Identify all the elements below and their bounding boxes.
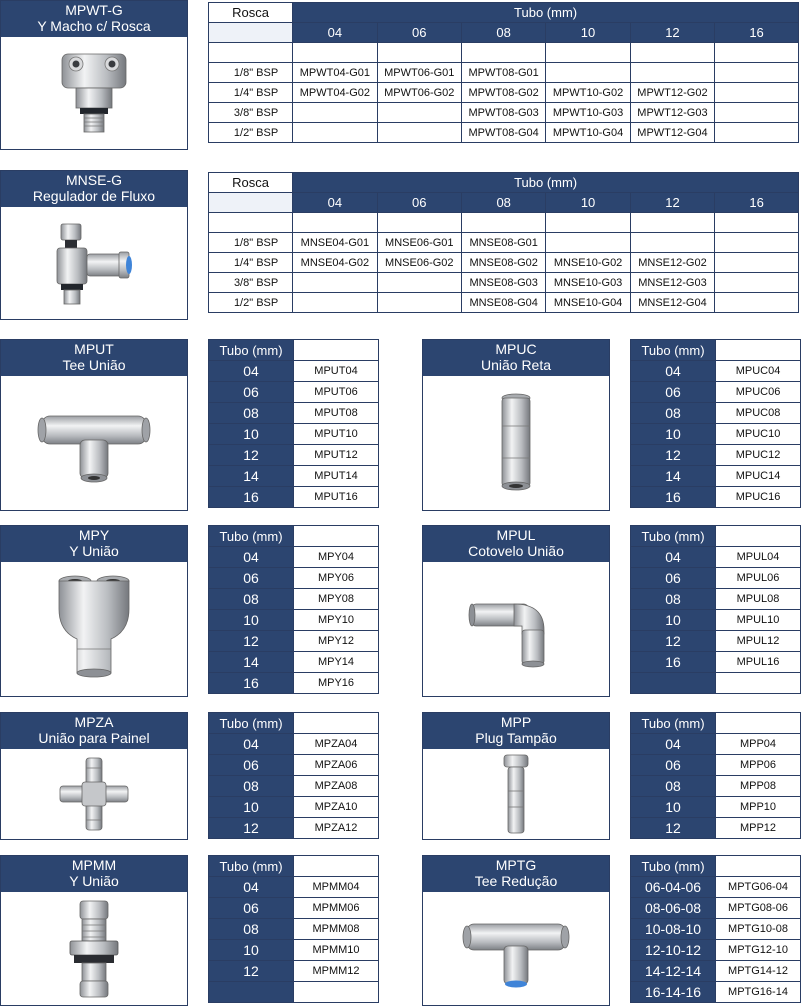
part-code [630,233,714,253]
part-code: MPTG08-06 [716,898,801,919]
tubo-header: Tubo (mm) [209,856,294,877]
part-code: MPUL06 [716,568,801,589]
part-code [715,293,799,313]
product-name: Y União [69,873,119,889]
part-code: MNSE08-G02 [461,253,545,273]
tubo-header: Tubo (mm) [209,526,294,547]
product-name: Tee Redução [474,873,558,889]
diameter-header: 04 [293,193,377,213]
product-header [1,1,187,37]
part-code: MPY08 [294,589,379,610]
part-code [293,293,377,313]
thread-label: 1/2" BSP [209,123,293,143]
product-name: União para Painel [38,730,150,746]
part-code: MPUC16 [716,487,801,508]
part-code [377,103,461,123]
part-code [377,123,461,143]
diameter-header: 10 [546,23,630,43]
panel-cross-fitting-icon [54,754,134,834]
blank-cell [209,193,293,213]
diameter: 10 [631,797,716,818]
part-code [546,233,630,253]
mpy-table [208,525,379,694]
product-code: MPUT [74,341,114,357]
product-card-mpy [0,525,188,697]
part-code: MPUT14 [294,466,379,487]
part-code [546,63,630,83]
part-code: MPY16 [294,673,379,694]
diameter: 04 [631,547,716,568]
rosca-header: Rosca [209,3,293,23]
part-code: MPWT08-G02 [461,83,545,103]
product-header [423,713,609,749]
part-code [630,63,714,83]
diameter: 04 [209,877,294,898]
part-code [293,103,377,123]
flow-regulator-fitting-icon [49,218,139,308]
tubo-header: Tubo (mm) [631,856,716,877]
diameter: 04 [209,547,294,568]
product-card-mptg [422,855,610,1006]
part-code: MPUC10 [716,424,801,445]
part-code: MNSE08-G04 [461,293,545,313]
part-code: MPUT12 [294,445,379,466]
part-code: MPTG16-14 [716,982,801,1003]
diameter: 14 [209,466,294,487]
part-code: MPY10 [294,610,379,631]
product-name: União Reta [480,357,552,373]
diameter: 10 [209,940,294,961]
part-code: MPZA08 [294,776,379,797]
part-code: MPWT08-G03 [461,103,545,123]
part-code: MPUL08 [716,589,801,610]
part-code: MPUT16 [294,487,379,508]
diameter: 08-06-08 [631,898,716,919]
diameter: 06 [631,382,716,403]
diameter: 08 [209,403,294,424]
mpul-table [630,525,801,694]
part-code: MPZA06 [294,755,379,776]
product-card-mnse [0,170,188,320]
product-code: MPY [78,527,110,543]
product-header [1,340,187,376]
bulkhead-union-fitting-icon [64,897,124,1001]
mptg-table [630,855,801,1003]
diameter-header: 12 [630,193,714,213]
diameter-header: 10 [546,193,630,213]
tubo-header: Tubo (mm) [293,173,799,193]
product-code: MPMM [71,857,117,873]
part-code: MPZA10 [294,797,379,818]
product-name: Y União [69,543,119,559]
mput-table [208,339,379,508]
diameter-header: 04 [293,23,377,43]
diameter: 16 [631,652,716,673]
part-code: MNSE10-G03 [546,273,630,293]
thread-label: 1/8" BSP [209,63,293,83]
y-male-thread-fitting-icon [54,48,134,138]
tubo-header: Tubo (mm) [293,3,799,23]
thread-label: 1/4" BSP [209,83,293,103]
diameter: 12 [631,818,716,839]
product-name: Tee União [62,357,126,373]
product-code: MPWT-G [65,2,123,18]
product-name: Regulador de Fluxo [32,188,156,204]
part-code: MPTG12-10 [716,940,801,961]
diameter: 04 [209,734,294,755]
part-code: MNSE06-G02 [377,253,461,273]
part-code [715,253,799,273]
diameter: 08 [209,919,294,940]
part-code: MPWT06-G02 [377,83,461,103]
product-name: Y Macho c/ Rosca [37,18,151,34]
part-code: MNSE12-G02 [630,253,714,273]
part-code [715,123,799,143]
diameter: 04 [631,734,716,755]
diameter-header: 12 [630,23,714,43]
part-code: MPZA12 [294,818,379,839]
part-code: MPTG06-04 [716,877,801,898]
mpuc-table [630,339,801,508]
part-code: MPWT04-G02 [293,83,377,103]
part-code: MPUC12 [716,445,801,466]
part-code: MPWT06-G01 [377,63,461,83]
part-code [715,103,799,123]
mpza-table [208,712,379,839]
diameter: 12 [209,631,294,652]
diameter: 06-04-06 [631,877,716,898]
part-code: MNSE06-G01 [377,233,461,253]
product-header [423,526,609,562]
tubo-header: Tubo (mm) [631,713,716,734]
part-code: MPWT12-G03 [630,103,714,123]
part-code: MNSE10-G02 [546,253,630,273]
part-code: MPP08 [716,776,801,797]
diameter: 06 [631,755,716,776]
diameter: 10 [209,424,294,445]
diameter: 10 [209,610,294,631]
diameter: 12 [631,631,716,652]
part-code: MPP06 [716,755,801,776]
diameter: 08 [209,589,294,610]
blank-cell [209,23,293,43]
diameter: 14-12-14 [631,961,716,982]
diameter: 10-08-10 [631,919,716,940]
diameter: 12 [209,818,294,839]
part-code: MPMM08 [294,919,379,940]
diameter: 12-10-12 [631,940,716,961]
part-code: MNSE08-G03 [461,273,545,293]
part-code: MPUC04 [716,361,801,382]
part-code: MPMM12 [294,961,379,982]
part-code: MPWT12-G04 [630,123,714,143]
part-code [293,123,377,143]
part-code: MPP12 [716,818,801,839]
diameter: 06 [631,568,716,589]
part-code [715,63,799,83]
thread-label: 1/8" BSP [209,233,293,253]
product-card-mpuc [422,339,610,511]
part-code: MPUC08 [716,403,801,424]
part-code: MPUL12 [716,631,801,652]
diameter: 06 [209,898,294,919]
part-code: MPY14 [294,652,379,673]
diameter: 12 [209,961,294,982]
product-code: MPTG [495,857,537,873]
diameter: 08 [209,776,294,797]
product-name: Cotovelo União [468,543,564,559]
part-code: MPMM04 [294,877,379,898]
part-code [715,273,799,293]
mpp-table [630,712,801,839]
part-code: MPWT10-G04 [546,123,630,143]
part-code: MPUT08 [294,403,379,424]
part-code [715,83,799,103]
diameter: 10 [631,424,716,445]
part-code: MPY06 [294,568,379,589]
mnse-table [208,172,799,313]
diameter: 10 [209,797,294,818]
part-code: MNSE04-G02 [293,253,377,273]
thread-label: 3/8" BSP [209,273,293,293]
rosca-header: Rosca [209,173,293,193]
diameter: 08 [631,589,716,610]
thread-label: 1/2" BSP [209,293,293,313]
part-code: MPMM06 [294,898,379,919]
product-card-mpp [422,712,610,840]
tubo-header: Tubo (mm) [209,340,294,361]
diameter: 16 [209,673,294,694]
diameter: 04 [209,361,294,382]
part-code: MPMM10 [294,940,379,961]
product-header [423,340,609,376]
part-code: MPWT08-G04 [461,123,545,143]
diameter: 08 [631,403,716,424]
part-code: MPUC14 [716,466,801,487]
straight-union-fitting-icon [491,388,541,498]
y-union-fitting-icon [49,569,139,689]
product-header [423,856,609,892]
product-code: MPP [500,714,532,730]
diameter-header: 06 [377,193,461,213]
diameter: 12 [209,445,294,466]
part-code [716,673,801,694]
diameter: 06 [209,755,294,776]
product-card-mpwt [0,0,188,150]
product-code: MPUL [496,527,536,543]
diameter: 16-14-16 [631,982,716,1003]
part-code: MPUL04 [716,547,801,568]
part-code [377,273,461,293]
part-code: MNSE04-G01 [293,233,377,253]
part-code: MPY04 [294,547,379,568]
diameter-header: 06 [377,23,461,43]
part-code: MPWT10-G02 [546,83,630,103]
diameter: 12 [631,445,716,466]
diameter: 16 [631,487,716,508]
mpmm-table [208,855,379,1003]
diameter [631,673,716,694]
tubo-header: Tubo (mm) [631,526,716,547]
tubo-header: Tubo (mm) [631,340,716,361]
part-code: MNSE12-G04 [630,293,714,313]
product-header [1,713,187,749]
diameter: 16 [209,487,294,508]
diameter-header: 16 [715,193,799,213]
part-code: MPTG10-08 [716,919,801,940]
part-code [294,982,379,1003]
thread-label: 3/8" BSP [209,103,293,123]
part-code [715,233,799,253]
diameter: 04 [631,361,716,382]
part-code: MPWT04-G01 [293,63,377,83]
part-code: MPWT12-G02 [630,83,714,103]
diameter-header: 08 [461,193,545,213]
diameter: 14 [209,652,294,673]
part-code: MPUL16 [716,652,801,673]
tubo-header: Tubo (mm) [209,713,294,734]
part-code: MPUT06 [294,382,379,403]
part-code: MPUL10 [716,610,801,631]
tee-union-fitting-icon [34,398,154,488]
product-card-mpza [0,712,188,840]
part-code: MPY12 [294,631,379,652]
product-code: MPZA [74,714,114,730]
product-name: Plug Tampão [475,730,557,746]
diameter: 06 [209,382,294,403]
part-code: MPUC06 [716,382,801,403]
part-code: MPP04 [716,734,801,755]
diameter: 08 [631,776,716,797]
part-code: MNSE10-G04 [546,293,630,313]
mpwt-table [208,2,799,143]
part-code: MNSE08-G01 [461,233,545,253]
diameter: 10 [631,610,716,631]
product-header [1,526,187,562]
part-code [293,273,377,293]
elbow-union-fitting-icon [466,584,566,674]
diameter: 06 [209,568,294,589]
diameter-header: 08 [461,23,545,43]
part-code: MNSE12-G03 [630,273,714,293]
reducing-tee-fitting-icon [461,904,571,994]
thread-label: 1/4" BSP [209,253,293,273]
plug-fitting-icon [496,751,536,837]
product-card-mpmm [0,855,188,1006]
part-code: MPWT10-G03 [546,103,630,123]
diameter-header: 16 [715,23,799,43]
part-code: MPP10 [716,797,801,818]
part-code: MPUT04 [294,361,379,382]
part-code: MPTG14-12 [716,961,801,982]
part-code: MPUT10 [294,424,379,445]
product-card-mput [0,339,188,511]
diameter [209,982,294,1003]
product-code: MNSE-G [66,172,122,188]
part-code [377,293,461,313]
diameter: 14 [631,466,716,487]
product-code: MPUC [495,341,537,357]
product-header [1,856,187,892]
part-code: MPZA04 [294,734,379,755]
product-card-mpul [422,525,610,697]
part-code: MPWT08-G01 [461,63,545,83]
product-header [1,171,187,207]
